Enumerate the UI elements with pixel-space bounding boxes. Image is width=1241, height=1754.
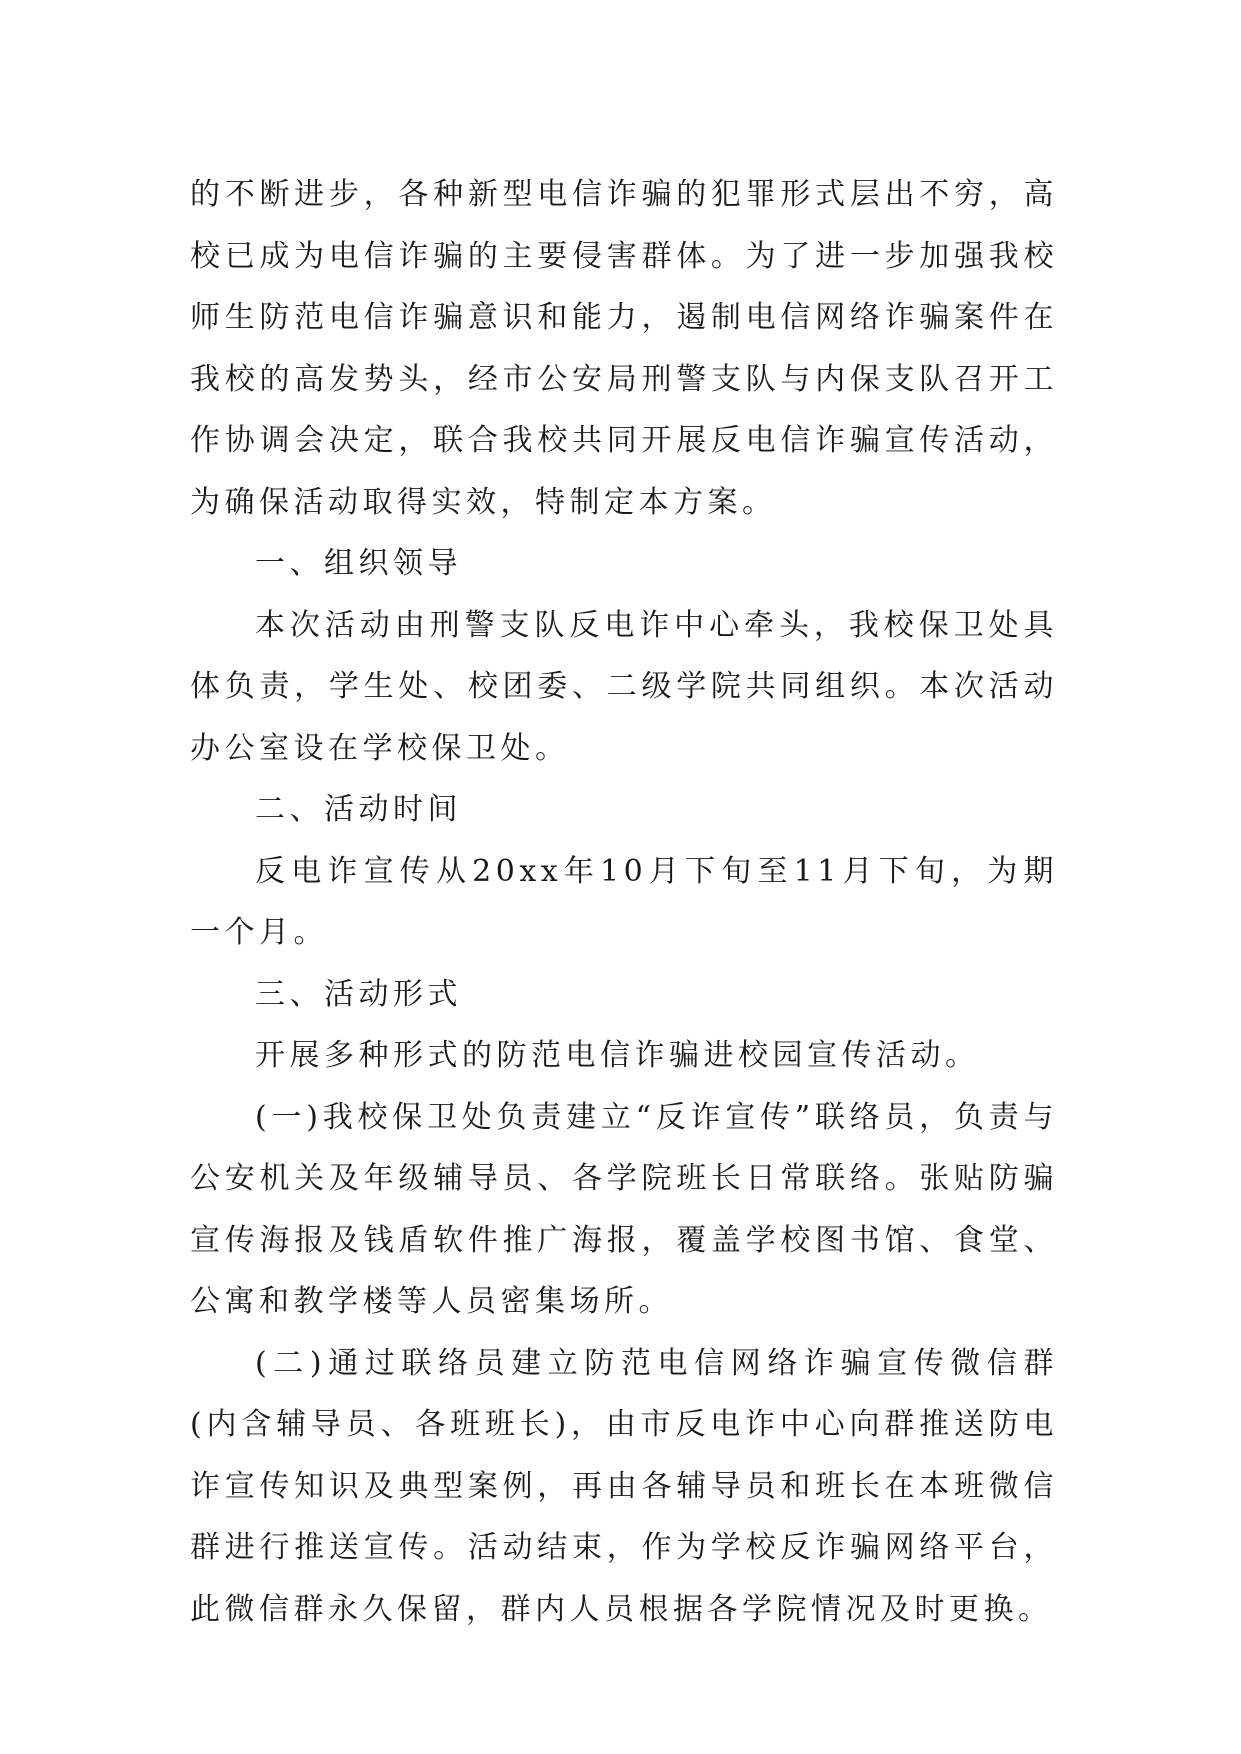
paragraph-form: 开展多种形式的防范电信诈骗进校园宣传活动。	[255, 1038, 980, 1073]
paragraph-organization: 本次活动由刑警支队反电诈中心牵头，我校保卫处具体负责，学生处、校团委、二级学院共同组织。本次活动办公室设在学校保卫处。	[190, 607, 1058, 766]
paragraph-intro: 的不断进步，各种新型电信诈骗的犯罪形式层出不穷，高校已成为电信诈骗的主要侵害群体。为了进一步加强我校师生防范电信诈骗意识和能力，遏制电信网络诈骗案件在我校的高发势头，经市公安局刑警支队与内保支队召开工作协调会决定，联合我校共同开展反电信诈骗宣传活动，为确保活动取得实效，特制定本方案。	[190, 177, 1058, 520]
paragraph-item-2: (二)通过联络员建立防范电信网络诈骗宣传微信群(内含辅导员、各班班长)，由市反电诈中心向群推送防电诈宣传知识及典型案例，再由各辅导员和班长在本班微信群进行推送宣传。活动结束，作为学校反诈骗网络平台，此微信群永久保留，群内人员根据各学院情况及时更换。	[190, 1345, 1058, 1627]
document-body	[190, 164, 1058, 1640]
section-heading-organization: 一、组织领导	[255, 546, 462, 581]
paragraph-item-1: (一)我校保卫处负责建立“反诈宣传”联络员，负责与公安机关及年级辅导员、各学院班长日常联络。张贴防骗宣传海报及钱盾软件推广海报，覆盖学校图书馆、食堂、公寓和教学楼等人员密集场所。	[190, 1099, 1058, 1319]
section-heading-form: 三、活动形式	[255, 976, 462, 1012]
section-heading-time: 二、活动时间	[255, 792, 462, 827]
paragraph-time: 反电诈宣传从20xx年10月下旬至11月下旬，为期一个月。	[190, 853, 1058, 950]
